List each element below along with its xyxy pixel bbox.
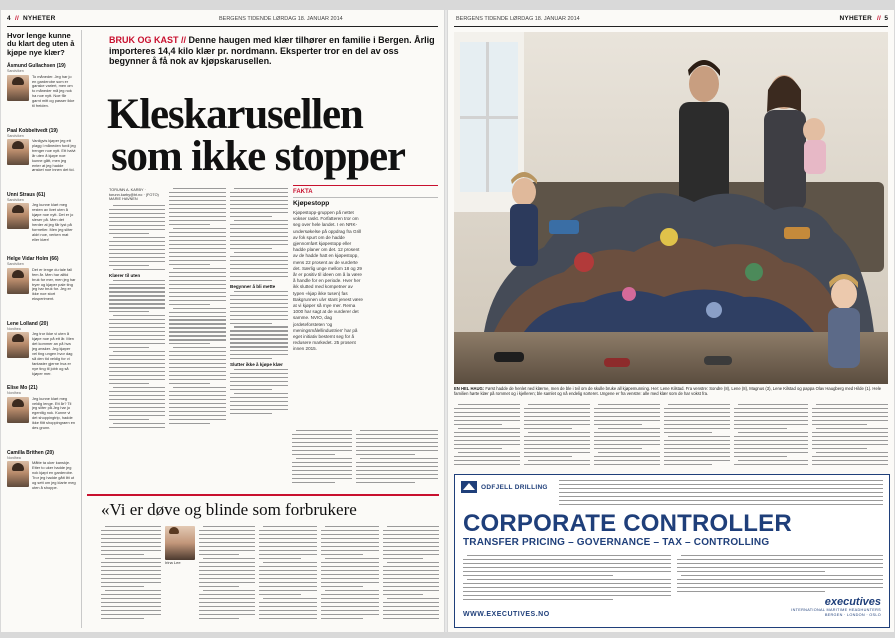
survey-entry	[7, 321, 77, 381]
ad-title-block	[463, 511, 883, 549]
odfjell-logo-icon	[461, 481, 477, 493]
photo-caption-text: Først hadde de henlet ned klærne, men de ble i tvil om de skulle bruke all kjøpemunning. Her: Lene Kilstad. Fra venstre: Sondre (8), Lene (8), Magnus (3), Lene Kilstad og pappa Olav Haugberg med Hilde (1). Hele familien hørte klær på rommet og i kjelleren; ble samlet og nå endelig sorteret. Ungene er fra venstre: alle med klær som de har vokst fra.	[454, 386, 882, 396]
survey-person-name: Paal Kobbeltvedt (19)	[7, 127, 58, 134]
section-label: NYHETER	[23, 15, 56, 22]
subhead-2: Begynner å bli mette	[230, 283, 276, 289]
survey-entry	[7, 192, 77, 252]
avatar	[7, 397, 29, 423]
ad-intro	[559, 480, 883, 510]
survey-entry	[7, 128, 77, 188]
fact-box-title: Kjøpestopp	[293, 200, 330, 207]
survey-entry	[7, 63, 77, 123]
survey-person-name: Unni Straus (61)	[7, 192, 46, 199]
text-lines	[664, 404, 730, 465]
survey-person-place: Sandviken	[7, 133, 24, 138]
article-continuation-1	[454, 404, 520, 472]
survey-person-name: Lene Lolland (20)	[7, 320, 49, 327]
newspaper-date: BERGENS TIDENDE LØRDAG 18. JANUAR 2014	[456, 16, 580, 22]
text-lines	[524, 404, 590, 465]
article-continuation-2	[524, 404, 590, 472]
headline-line-2: som ikke stopper	[111, 133, 405, 180]
text-lines	[383, 526, 439, 619]
text-lines	[169, 188, 226, 424]
section-marker: //	[876, 15, 881, 22]
survey-person-name: Camilla Brithen (20)	[7, 449, 54, 456]
section-rule	[87, 494, 439, 496]
text-lines	[321, 526, 379, 619]
second-headline	[101, 500, 441, 522]
avatar	[7, 203, 29, 229]
ad-body-left	[463, 555, 671, 607]
survey-entry	[7, 450, 77, 510]
text-lines	[230, 369, 288, 414]
text-lines	[259, 526, 317, 619]
article-column-1	[109, 188, 165, 488]
right-page	[448, 10, 894, 632]
survey-answer: Måtte ta uker kanskje. Etter to uker hadde jeg nok kjøpt en garderobe. Tror jeg hadde gått litt ut og sett om jeg klarte meg uten å shoppe.	[32, 461, 76, 490]
article-continuation-5	[734, 404, 808, 472]
survey-entry	[7, 385, 77, 445]
page-number: 5	[884, 15, 888, 22]
article-column-4-bottom	[292, 430, 352, 490]
subhead-1: Klærer til uten	[109, 272, 141, 278]
text-lines	[812, 404, 888, 465]
text-lines	[230, 188, 288, 281]
text-lines	[101, 526, 161, 619]
article-2-column-3	[259, 526, 317, 626]
survey-entry	[7, 256, 77, 316]
text-lines	[677, 555, 883, 592]
photo-caption	[454, 386, 888, 402]
article-continuation-6	[812, 404, 888, 472]
left-page-header	[1, 14, 444, 24]
headline	[107, 94, 441, 186]
article-column-5-bottom	[356, 430, 438, 490]
lead-text: Denne haugen med klær tilhører en familie i Bergen. Årlig importeres 14,4 kilo klær pr. nordmann. Eksperter tror en del av oss begynner å få nok av kjøpskarusellen.	[109, 35, 435, 66]
sidebar-survey	[7, 32, 77, 632]
right-page-header	[448, 14, 894, 24]
avatar	[7, 75, 29, 101]
text-lines	[454, 404, 520, 465]
inset-portrait	[165, 526, 195, 560]
survey-answer: To måneder. Jeg har jo en garderobe som er ganske variert, men om to måneder må jeg nok ha noe nytt. Noe får garnt mitt og passer ikke til freiden.	[32, 74, 75, 109]
inset-caption: Irina Lee	[165, 560, 181, 565]
text-lines	[292, 430, 352, 483]
text-lines	[230, 291, 288, 360]
survey-answer: Vanligvis kjøper jeg ett plagg i måneden fordi jeg trenger noe nytt. Ett halvt år uten å kjøpe noe kunne gått, men jeg enter at jeg hadde ønsket noe innen det tid.	[32, 139, 76, 173]
article-continuation-4	[664, 404, 730, 472]
photo-caption-label: EN HEL HAUG:	[454, 386, 485, 391]
survey-person-place: Nordhea	[7, 455, 21, 460]
inset-photo-block	[165, 526, 195, 626]
survey-person-place: Sandviken	[7, 262, 24, 267]
article-column-2	[169, 188, 226, 488]
ad-website[interactable]: WWW.EXECUTIVES.NO	[463, 611, 550, 618]
page-number: 4	[7, 15, 11, 22]
survey-person-name: Helge Vidar Holm (66)	[7, 256, 59, 263]
ad-company-row	[461, 481, 548, 493]
recruiter-name: executives	[824, 596, 881, 608]
survey-answer: Jeg kunne klart meg resten av livet uten å kjøpe noe nytt. Det er jo sleser på. Men det herder at jeg får lyst på forrnetler. Men jeg sliter aldri noe, verken mat eller klær!	[32, 203, 74, 242]
recruiter-tagline: INTERNATIONAL MARITIME HEADHUNTERS	[791, 608, 881, 612]
ad-subtitle: TRANSFER PRICING – GOVERNANCE – TAX – CONTROLLING	[463, 537, 770, 548]
avatar	[7, 461, 29, 487]
text-lines	[594, 404, 660, 465]
survey-person-place: Sandviken	[7, 69, 24, 74]
ad-body-right	[677, 555, 883, 597]
fact-box-body: Kjøpestopp-gruppen på nettet vokser raskt. Forfatteren tror om seg over hele landet. I en NRK-undersøkelse på oppdrag fra Grill av fok spurt om de hadde gjennomført kjøpestopp eller hadde planer om det. 12 prosent av de hadde hatt en kjøpestopp, mens 22 prosent av de vurderte det. Særlig unge mellom 18 og 29 år er positiv til ideen om å la være å handle for en periode. Hver her ikk slutted med kompetner av typen «kjøp ikke tusen) fas Bakgrunnen ulvr stant jenest være at vi kjøper så mye mer. Rema 1000 har sagt at de vurderer det samme. NVIO, dag jordeteforsteten 'og meningsmålellindustrien' har på eget initiativ bestemt seg for å redusere markedet. 25 prosent innen 2015.	[293, 210, 363, 352]
fact-box-rule	[293, 197, 438, 198]
column-divider	[81, 30, 82, 628]
second-headline-text: «Vi er døve og blinde som forbrukere	[101, 500, 357, 519]
survey-person-place: Nordhea	[7, 391, 21, 396]
newspaper-date: BERGENS TIDENDE LØRDAG 18. JANUAR 2014	[219, 16, 343, 22]
text-lines	[109, 280, 165, 429]
job-advertisement	[454, 474, 890, 628]
text-lines	[559, 480, 883, 505]
byline: TORUNN A. KARBY · torunn.karby@bt.no · (FOTO) MARIE HAVNEN	[109, 188, 159, 202]
survey-answer: Det er lenge du tale fall fem år. Men har alltid bruk for mer, men jeg har tryer og kjøper pale ting jeg har bruk for. Jeg er ikke noe stort eksperiment.	[32, 267, 76, 302]
fact-box	[293, 185, 438, 426]
avatar	[7, 139, 29, 165]
article-continuation-3	[594, 404, 660, 472]
article-column-3	[230, 188, 288, 488]
text-lines	[109, 205, 165, 270]
section-marker: //	[15, 15, 20, 22]
subhead-3: Slutter ikke å kjøpe klær	[230, 362, 283, 368]
fact-box-label: FAKTA	[293, 189, 313, 195]
survey-answer: Jeg tror ikke vi uten å kjøpe noe på ett år. Men det kommer an på hva jeg ønsker. Jeg kjøper vel ting ungen hvor dag så den tid veldig for vi fantaster gjerne hva er nye ting til jobb og så kjøper mer.	[32, 332, 74, 376]
survey-question: Hvor lenge kunne du klart deg uten å kjøpe nye klær?	[7, 32, 75, 57]
article-2-column-5	[383, 526, 439, 626]
ad-company: ODFJELL DRILLING	[481, 483, 548, 491]
avatar	[7, 332, 29, 358]
lead-block	[109, 35, 439, 85]
left-page	[1, 10, 444, 632]
headline-line-1: Kleskarusellen	[107, 94, 363, 138]
survey-person-name: Elise Mo (21)	[7, 385, 38, 392]
survey-list	[7, 63, 77, 510]
survey-answer: Jeg kunne klart meg veldig lenge. Ett år? Til jeg sliter på.Jeg har jo egentlig nok. Kunne vi det shoppingtrip, hadde ikke flitt shoppingraen en des grunn.	[32, 396, 76, 431]
header-rule	[454, 26, 888, 27]
survey-person-name: Åsmund Gullachsen (19)	[7, 63, 66, 70]
avatar	[7, 268, 29, 294]
text-lines	[199, 526, 255, 619]
text-lines	[734, 404, 808, 465]
section-label: NYHETER	[839, 15, 872, 22]
ad-title: CORPORATE CONTROLLER	[463, 510, 792, 537]
article-2-column-4	[321, 526, 379, 626]
header-rule	[7, 26, 438, 27]
article-2-column-2	[199, 526, 255, 626]
family-photo	[454, 32, 888, 384]
survey-person-place: Nordhea	[7, 326, 21, 331]
recruiter-locations: BERGEN · LONDON · OSLO	[824, 612, 881, 617]
article-2-column-1	[101, 526, 161, 626]
kicker: BRUK OG KAST //	[109, 35, 187, 45]
survey-person-place: Sandviken	[7, 198, 24, 203]
recruiter-logo	[791, 597, 881, 617]
text-lines	[463, 555, 671, 600]
text-lines	[356, 430, 438, 483]
